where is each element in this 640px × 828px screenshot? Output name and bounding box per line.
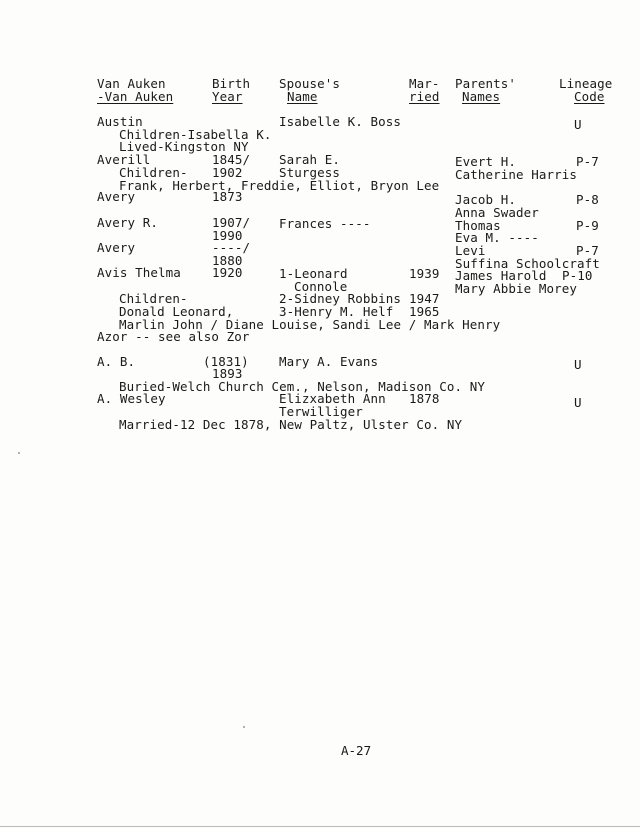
entry-parent: James Harold — [455, 268, 547, 283]
entry-note: Marlin John / Diane Louise, Sandi Lee / Mark Henry — [119, 317, 501, 332]
entry-note: Children-Isabella K. — [119, 127, 272, 142]
header-married-2: ried — [409, 89, 440, 104]
entry-note: Married-12 Dec 1878, New Paltz, Ulster Co. NY — [119, 417, 463, 432]
header-spouse-name: Name — [287, 89, 318, 104]
header-surname-variant: -Van Auken — [97, 89, 174, 104]
entry-married-year: 1939 — [409, 266, 440, 281]
entry-birth-year: 1845/ — [212, 152, 251, 167]
entry-name: Averill — [97, 152, 151, 167]
header-surname: Van Auken — [97, 76, 166, 91]
entry-birth-year: 1880 — [212, 253, 243, 268]
entry-lineage-code: U — [574, 117, 582, 132]
header-parents: Parents' — [455, 76, 517, 91]
entry-birth-year: ----/ — [212, 240, 251, 255]
entry-name: Avery — [97, 189, 136, 204]
entry-birth-year: 1873 — [212, 189, 243, 204]
scan-speck — [243, 726, 245, 728]
scan-edge-line — [0, 826, 640, 827]
entry-parent: Jacob H. — [455, 192, 517, 207]
entry-spouse: Connole — [294, 279, 348, 294]
entry-birth-year: 1990 — [212, 228, 243, 243]
header-year: Year — [212, 89, 243, 104]
entry-spouse: Isabelle K. Boss — [279, 114, 402, 129]
entry-birth-year: 1893 — [212, 366, 243, 381]
entry-parent: Mary Abbie Morey — [455, 281, 578, 296]
entry-spouse: Frances ---- — [279, 216, 371, 231]
entry-name: Avery — [97, 240, 136, 255]
scan-speck — [18, 452, 20, 454]
entry-parent: Catherine Harris — [455, 167, 578, 182]
entry-spouse: Elizxabeth Ann — [279, 391, 386, 406]
header-parents-names: Names — [462, 89, 501, 104]
page-number: A-27 — [341, 743, 372, 758]
entry-birth-year: 1907/ — [212, 215, 251, 230]
entry-lineage-code: U — [574, 395, 582, 410]
entry-birth-year: (1831) — [203, 354, 249, 369]
entry-name: A. Wesley — [97, 391, 166, 406]
entry-note: Frank, Herbert, Freddie, Elliot, Bryon Lee — [119, 178, 440, 193]
entry-spouse: 1-Leonard — [279, 266, 348, 281]
entry-spouse: 2-Sidney Robbins — [279, 291, 402, 306]
entry-note: Children- — [119, 291, 188, 306]
entry-note: Donald Leonard, — [119, 304, 234, 319]
entry-note: Children- — [119, 165, 188, 180]
entry-name: Austin — [97, 114, 143, 129]
entry-spouse: 3-Henry M. Helf — [279, 304, 394, 319]
entry-spouse: Terwilliger — [279, 404, 363, 419]
entry-birth-year: 1902 — [212, 165, 243, 180]
header-lineage: Lineage — [559, 76, 613, 91]
header-code: Code — [574, 89, 605, 104]
entry-married-year: 1878 — [409, 391, 440, 406]
entry-spouse: Mary A. Evans — [279, 354, 379, 369]
header-spouse: Spouse's — [279, 76, 341, 91]
entry-parent: Evert H. — [455, 154, 517, 169]
entry-lineage-code: P-7 — [576, 154, 599, 169]
entry-spouse: Sturgess — [279, 165, 341, 180]
entry-married-year: 1947 — [409, 291, 440, 306]
entry-lineage-code: P-10 — [562, 268, 593, 283]
entry-lineage-code: P-8 — [576, 192, 599, 207]
entry-name: A. B. — [97, 354, 136, 369]
entry-birth-year: 1920 — [212, 265, 243, 280]
entry-parent: Anna Swader — [455, 205, 539, 220]
header-married: Mar- — [409, 76, 440, 91]
entry-parent: Eva M. ---- — [455, 230, 539, 245]
entry-parent: Suffina Schoolcraft — [455, 256, 600, 271]
entry-parent: Thomas — [455, 218, 501, 233]
entry-spouse: Sarah E. — [279, 152, 341, 167]
entry-lineage-code: U — [574, 357, 582, 372]
cross-reference-note: Azor -- see also Zor — [97, 329, 250, 344]
entry-name: Avis Thelma — [97, 265, 181, 280]
entry-lineage-code: P-9 — [576, 218, 599, 233]
entry-lineage-code: P-7 — [576, 243, 599, 258]
entry-parent: Levi — [455, 243, 486, 258]
entry-name: Avery R. — [97, 215, 159, 230]
entry-note: Buried-Welch Church Cem., Nelson, Madison Co. NY — [119, 379, 486, 394]
entry-note: Lived-Kingston NY — [119, 139, 249, 154]
header-birth: Birth — [212, 76, 251, 91]
entry-married-year: 1965 — [409, 304, 440, 319]
